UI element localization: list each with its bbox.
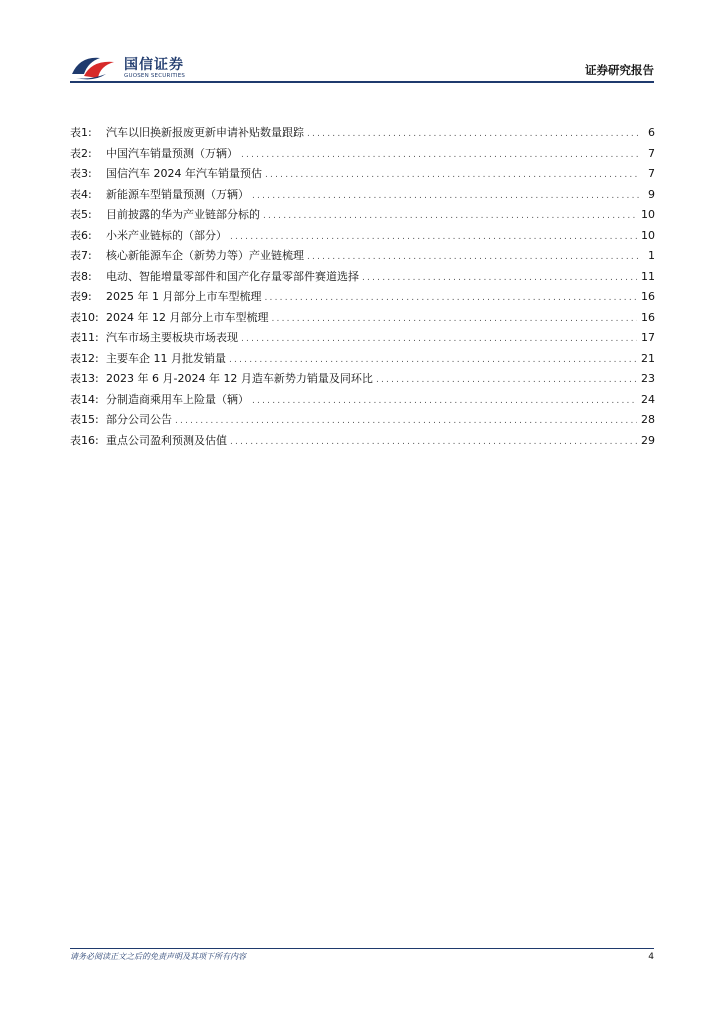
toc-dot-leader bbox=[230, 230, 637, 244]
toc-entry-label: 表14: bbox=[70, 392, 99, 406]
toc-entry-label: 表5: bbox=[70, 208, 92, 221]
toc-entry-title[interactable]: 中国汽车销量预测（万辆） bbox=[106, 146, 238, 160]
toc-entry-page[interactable]: 16 bbox=[641, 310, 655, 324]
toc-dot-leader bbox=[241, 332, 637, 346]
toc-entry-page[interactable]: 1 bbox=[648, 249, 655, 262]
footer-divider bbox=[70, 948, 654, 949]
guosen-logo-icon bbox=[70, 52, 122, 82]
toc-entry-page[interactable]: 21 bbox=[641, 351, 655, 365]
toc-entry-page[interactable]: 6 bbox=[648, 126, 655, 139]
footer-disclaimer: 请务必阅读正文之后的免责声明及其项下所有内容 bbox=[70, 952, 246, 961]
header-divider bbox=[70, 81, 654, 83]
toc-entry-title[interactable]: 汽车以旧换新报废更新申请补贴数量跟踪 bbox=[106, 126, 304, 139]
toc-entry-title[interactable]: 重点公司盈利预测及估值 bbox=[106, 433, 227, 447]
toc-entry[interactable] bbox=[70, 126, 655, 147]
toc-entry-label: 表4: bbox=[70, 187, 92, 201]
company-logo bbox=[70, 52, 210, 82]
toc-dot-leader bbox=[263, 209, 637, 223]
toc-entry[interactable] bbox=[70, 372, 655, 393]
toc-entry[interactable] bbox=[70, 331, 655, 352]
toc-entry-page[interactable]: 7 bbox=[648, 146, 655, 160]
toc-dot-leader bbox=[376, 373, 637, 387]
toc-entry-title[interactable]: 分制造商乘用车上险量（辆） bbox=[106, 392, 249, 406]
toc-entry-label: 表7: bbox=[70, 249, 92, 262]
toc-entry[interactable] bbox=[70, 188, 655, 209]
toc-entry-title[interactable]: 2025 年 1 月部分上市车型梳理 bbox=[106, 290, 262, 303]
toc-entry-page[interactable]: 16 bbox=[641, 290, 655, 303]
report-type-label: 证券研究报告 bbox=[585, 63, 654, 77]
toc-entry-page[interactable]: 7 bbox=[648, 167, 655, 180]
toc-entry-page[interactable]: 23 bbox=[641, 372, 655, 385]
toc-entry[interactable] bbox=[70, 167, 655, 188]
toc-entry-title[interactable]: 2024 年 12 月部分上市车型梳理 bbox=[106, 310, 269, 324]
toc-dot-leader bbox=[271, 312, 637, 326]
toc-dot-leader bbox=[230, 435, 637, 449]
toc-entry-label: 表15: bbox=[70, 413, 99, 426]
toc-entry-page[interactable]: 9 bbox=[648, 187, 655, 201]
toc-entry-title[interactable]: 国信汽车 2024 年汽车销量预估 bbox=[106, 167, 262, 180]
toc-entry-title[interactable]: 主要车企 11 月批发销量 bbox=[106, 351, 226, 365]
table-of-contents bbox=[70, 126, 655, 454]
toc-dot-leader bbox=[241, 148, 639, 162]
toc-entry-page[interactable]: 11 bbox=[641, 269, 655, 283]
toc-entry-page[interactable]: 29 bbox=[641, 433, 655, 447]
toc-entry[interactable] bbox=[70, 208, 655, 229]
logo-english-name: GUOSEN SECURITIES bbox=[124, 73, 186, 79]
toc-entry-title[interactable]: 汽车市场主要板块市场表现 bbox=[106, 331, 238, 344]
toc-dot-leader bbox=[307, 127, 639, 141]
toc-entry[interactable] bbox=[70, 311, 655, 332]
toc-dot-leader bbox=[264, 291, 637, 305]
toc-entry-title[interactable]: 部分公司公告 bbox=[106, 413, 172, 426]
toc-entry-page[interactable]: 10 bbox=[641, 208, 655, 221]
toc-entry-label: 表6: bbox=[70, 228, 92, 242]
toc-entry-title[interactable]: 新能源车型销量预测（万辆） bbox=[106, 187, 249, 201]
toc-entry[interactable] bbox=[70, 290, 655, 311]
toc-entry-label: 表9: bbox=[70, 290, 92, 303]
toc-entry-title[interactable]: 核心新能源车企（新势力等）产业链梳理 bbox=[106, 249, 304, 262]
logo-chinese-name: 国信证券 bbox=[124, 57, 184, 73]
toc-entry[interactable] bbox=[70, 249, 655, 270]
toc-entry[interactable] bbox=[70, 229, 655, 250]
toc-entry-title[interactable]: 2023 年 6 月-2024 年 12 月造车新势力销量及同环比 bbox=[106, 372, 373, 385]
toc-dot-leader bbox=[362, 271, 637, 285]
toc-dot-leader bbox=[252, 189, 639, 203]
toc-entry-label: 表8: bbox=[70, 269, 92, 283]
toc-entry-page[interactable]: 28 bbox=[641, 413, 655, 426]
toc-entry[interactable] bbox=[70, 413, 655, 434]
toc-entry-page[interactable]: 10 bbox=[641, 228, 655, 242]
toc-dot-leader bbox=[265, 168, 639, 182]
toc-entry[interactable] bbox=[70, 434, 655, 455]
toc-entry-label: 表10: bbox=[70, 310, 99, 324]
toc-entry-label: 表1: bbox=[70, 126, 92, 139]
toc-entry-label: 表3: bbox=[70, 167, 92, 180]
toc-dot-leader bbox=[175, 414, 637, 428]
toc-entry[interactable] bbox=[70, 393, 655, 414]
toc-entry-title[interactable]: 电动、智能增量零部件和国产化存量零部件赛道选择 bbox=[106, 269, 359, 283]
toc-entry[interactable] bbox=[70, 147, 655, 168]
toc-entry-label: 表2: bbox=[70, 146, 92, 160]
toc-entry-label: 表16: bbox=[70, 433, 99, 447]
toc-entry[interactable] bbox=[70, 270, 655, 291]
toc-dot-leader bbox=[252, 394, 637, 408]
toc-entry-label: 表12: bbox=[70, 351, 99, 365]
toc-entry-title[interactable]: 小米产业链标的（部分） bbox=[106, 228, 227, 242]
toc-dot-leader bbox=[229, 353, 637, 367]
toc-entry-label: 表13: bbox=[70, 372, 99, 385]
toc-entry-label: 表11: bbox=[70, 331, 99, 344]
page-number: 4 bbox=[648, 952, 654, 962]
toc-entry-title[interactable]: 目前披露的华为产业链部分标的 bbox=[106, 208, 260, 221]
toc-entry-page[interactable]: 17 bbox=[641, 331, 655, 344]
toc-dot-leader bbox=[307, 250, 639, 264]
toc-entry-page[interactable]: 24 bbox=[641, 392, 655, 406]
toc-entry[interactable] bbox=[70, 352, 655, 373]
